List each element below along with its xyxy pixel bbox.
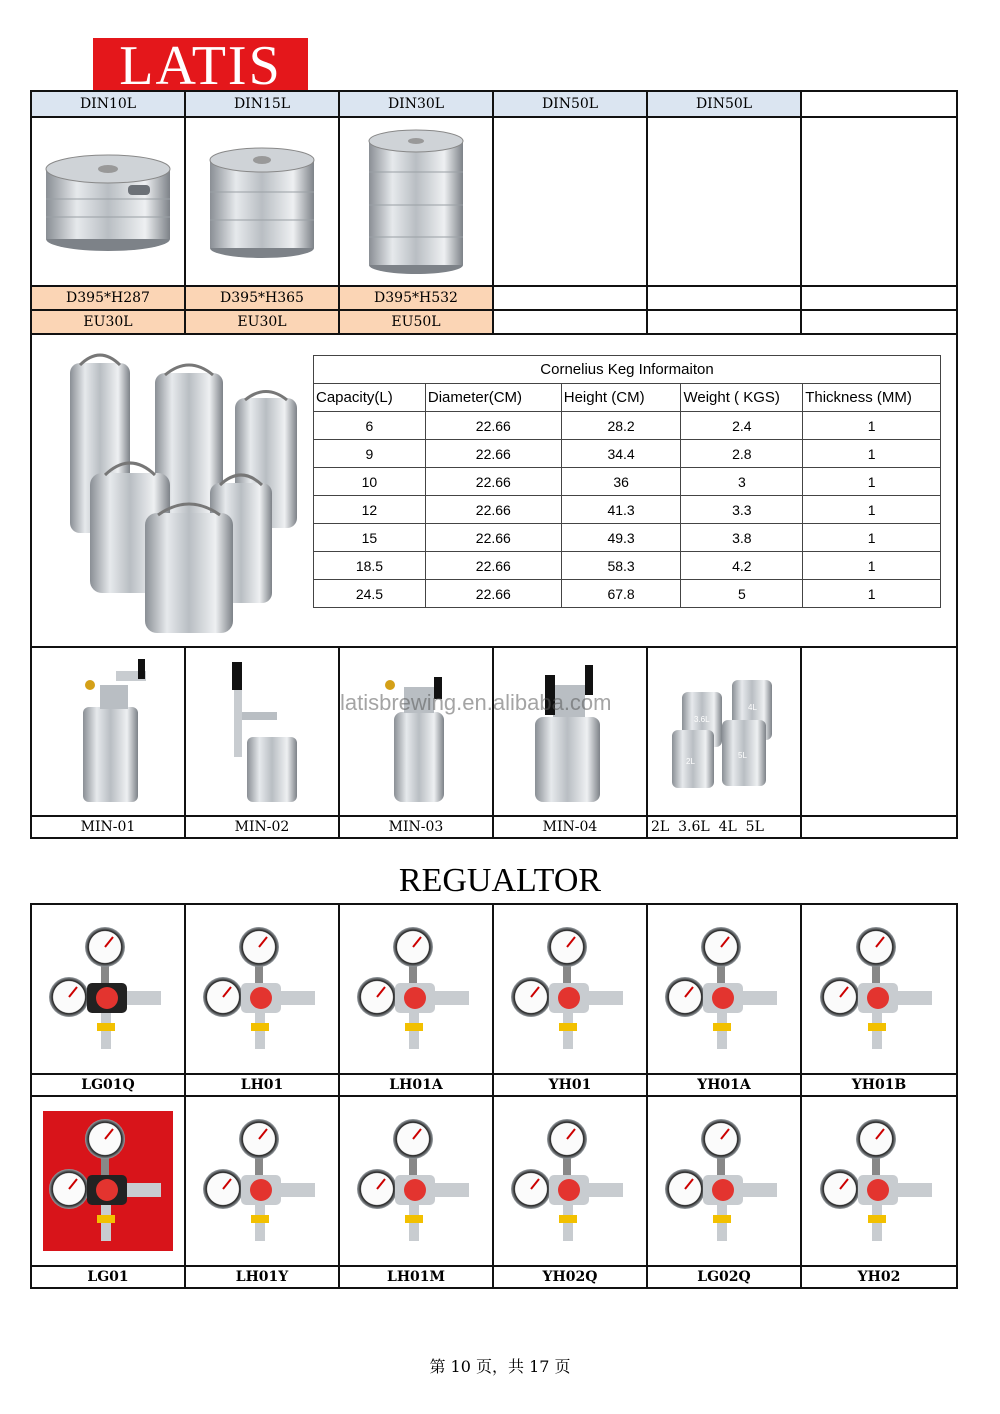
regulator-image-cell: [31, 904, 185, 1074]
cornelius-table-row: [314, 468, 941, 496]
keg-dimension-cell: [801, 286, 957, 310]
mini-keg-image-cell: [31, 647, 185, 816]
regulator-image-cell: [493, 904, 647, 1074]
regulator-code-label: LG01Q: [31, 1074, 185, 1096]
cornelius-table-cell: 3.3: [681, 496, 803, 524]
regulator-image-cell: [31, 1096, 185, 1266]
keg-dimension-cell: D395*H532: [339, 286, 493, 310]
regulator-image-cell: [339, 904, 493, 1074]
mini-keg-image-cell: [493, 647, 647, 816]
cornelius-column-header: Thickness (MM): [803, 384, 941, 412]
regulator-image-cell: [185, 1096, 339, 1266]
mini-keg-label: MIN-04: [493, 816, 647, 838]
regulator-code-label: LH01A: [339, 1074, 493, 1096]
mini-keg-label: 2L 3.6L 4L 5L: [647, 816, 801, 838]
keg-eu-cell: [801, 310, 957, 334]
cornelius-column-header: Weight ( KGS): [681, 384, 803, 412]
regulator-image: [197, 1111, 327, 1251]
keg-eu-cell: [647, 310, 801, 334]
keg-header-cell: DIN15L: [185, 91, 339, 117]
keg-din10-image: [43, 147, 173, 257]
keg-header-cell: DIN10L: [31, 91, 185, 117]
cornelius-table-cell: 22.66: [425, 524, 561, 552]
regulator-image: [659, 1111, 789, 1251]
growler-label: 5L: [738, 750, 747, 760]
cornelius-column-header: Capacity(L): [314, 384, 426, 412]
growler-label: 3.6L: [694, 714, 710, 724]
keg-dimension-cell: D395*H287: [31, 286, 185, 310]
cornelius-table-cell: 22.66: [425, 440, 561, 468]
cornelius-kegs-image: [50, 343, 320, 638]
keg-image-cell: [339, 117, 493, 286]
cornelius-table-cell: 3.8: [681, 524, 803, 552]
cornelius-table-cell: 2.8: [681, 440, 803, 468]
page-footer: 第 10 页，共 17 页: [429, 1357, 571, 1376]
keg-header-cell: DIN50L: [493, 91, 647, 117]
keg-din30-image: [366, 127, 466, 277]
regulator-image: [351, 1111, 481, 1251]
cornelius-table-row: [314, 440, 941, 468]
cornelius-table-cell: 22.66: [425, 580, 561, 608]
cornelius-table-row: [314, 412, 941, 440]
watermark: latisbrewing.en.alibaba.com: [340, 690, 612, 715]
cornelius-table-cell: 12: [314, 496, 426, 524]
cornelius-section: [31, 334, 957, 647]
cornelius-table-cell: 5: [681, 580, 803, 608]
cornelius-table-cell: 15: [314, 524, 426, 552]
mini-keg-label: [801, 816, 957, 838]
cornelius-column-header: Diameter(CM): [425, 384, 561, 412]
cornelius-table-cell: 1: [803, 552, 941, 580]
cornelius-table-row: [314, 552, 941, 580]
cornelius-info-table: [313, 355, 941, 608]
keg-din15-image: [207, 142, 317, 262]
keg-header-cell: DIN50L: [647, 91, 801, 117]
regulator-code-label: LH01Y: [185, 1266, 339, 1288]
cornelius-table-cell: 22.66: [425, 496, 561, 524]
cornelius-table-cell: 28.2: [561, 412, 681, 440]
mini-keg-image-cell: [647, 647, 801, 816]
keg-image-cell: [31, 117, 185, 286]
cornelius-table-cell: 9: [314, 440, 426, 468]
keg-eu-cell: EU30L: [185, 310, 339, 334]
cornelius-table-cell: 3: [681, 468, 803, 496]
mini-keg-dispenser-image: [515, 657, 625, 807]
regulator-image: [351, 919, 481, 1059]
cornelius-table-row: [314, 496, 941, 524]
cornelius-table-cell: 67.8: [561, 580, 681, 608]
keg-dimension-cell: [493, 286, 647, 310]
keg-dimension-cell: D395*H365: [185, 286, 339, 310]
growler-label: 4L: [748, 702, 757, 712]
cornelius-table-cell: 4.2: [681, 552, 803, 580]
mini-keg-label: MIN-02: [185, 816, 339, 838]
regulator-code-label: YH02Q: [493, 1266, 647, 1288]
cornelius-table-cell: 2.4: [681, 412, 803, 440]
cornelius-table-cell: 1: [803, 580, 941, 608]
keg-image-cell-empty: [493, 117, 647, 286]
regulator-code-label: LG02Q: [647, 1266, 801, 1288]
brand-logo: LATIS: [93, 38, 308, 90]
mini-keg-label: MIN-01: [31, 816, 185, 838]
mini-keg-label: MIN-03: [339, 816, 493, 838]
cornelius-table-cell: 22.66: [425, 412, 561, 440]
regulator-image-cell: [647, 904, 801, 1074]
cornelius-table-cell: 18.5: [314, 552, 426, 580]
regulator-code-label: YH02: [801, 1266, 957, 1288]
mini-keg-image-cell-empty: [801, 647, 957, 816]
keg-image-cell-empty: [801, 117, 957, 286]
regulator-image-cell: [647, 1096, 801, 1266]
regulator-image: [814, 1111, 944, 1251]
regulator-code-label: YH01: [493, 1074, 647, 1096]
regulator-code-label: LH01: [185, 1074, 339, 1096]
cornelius-table-cell: 58.3: [561, 552, 681, 580]
regulator-code-label: LG01: [31, 1266, 185, 1288]
mini-keg-tap-image: [58, 657, 158, 807]
regulator-image-cell: [493, 1096, 647, 1266]
cornelius-table-cell: 1: [803, 524, 941, 552]
regulator-image-cell: [801, 904, 957, 1074]
regulator-image-cell: [339, 1096, 493, 1266]
regulator-code-label: YH01B: [801, 1074, 957, 1096]
regulator-image: [43, 1111, 173, 1251]
regulator-image: [505, 919, 635, 1059]
mini-keg-nitro-image: [212, 657, 312, 807]
regulator-image-cell: [185, 904, 339, 1074]
cornelius-column-header: Height (CM): [561, 384, 681, 412]
keg-header-cell: DIN30L: [339, 91, 493, 117]
regulator-table: [30, 903, 958, 1289]
cornelius-table-row: [314, 580, 941, 608]
regulator-title: REGUALTOR: [398, 862, 602, 899]
cornelius-table-cell: 1: [803, 440, 941, 468]
cornelius-table-row: [314, 524, 941, 552]
mini-growlers-image: [664, 672, 784, 792]
regulator-image-cell: [801, 1096, 957, 1266]
cornelius-table-cell: 1: [803, 496, 941, 524]
cornelius-table-title: Cornelius Keg Informaiton: [314, 356, 941, 384]
keg-image-cell: [185, 117, 339, 286]
cornelius-table-cell: 1: [803, 412, 941, 440]
cornelius-table-cell: 24.5: [314, 580, 426, 608]
cornelius-table-cell: 41.3: [561, 496, 681, 524]
cornelius-table-cell: 10: [314, 468, 426, 496]
regulator-image: [43, 919, 173, 1059]
keg-eu-cell: [493, 310, 647, 334]
cornelius-table-cell: 22.66: [425, 468, 561, 496]
keg-eu-cell: EU30L: [31, 310, 185, 334]
regulator-code-label: YH01A: [647, 1074, 801, 1096]
regulator-image: [659, 919, 789, 1059]
keg-image-cell-empty: [647, 117, 801, 286]
keg-eu-cell: EU50L: [339, 310, 493, 334]
mini-keg-image-cell: [185, 647, 339, 816]
mini-keg-image-cell: [339, 647, 493, 816]
keg-table: [30, 90, 958, 839]
regulator-image: [505, 1111, 635, 1251]
regulator-image: [197, 919, 327, 1059]
cornelius-table-cell: 36: [561, 468, 681, 496]
keg-header-cell: [801, 91, 957, 117]
keg-dimension-cell: [647, 286, 801, 310]
regulator-code-label: LH01M: [339, 1266, 493, 1288]
mini-keg-growler-image: [366, 657, 466, 807]
cornelius-table-cell: 1: [803, 468, 941, 496]
cornelius-table-cell: 49.3: [561, 524, 681, 552]
cornelius-table-cell: 6: [314, 412, 426, 440]
regulator-image: [814, 919, 944, 1059]
cornelius-table-cell: 22.66: [425, 552, 561, 580]
cornelius-table-cell: 34.4: [561, 440, 681, 468]
growler-label: 2L: [686, 756, 695, 766]
